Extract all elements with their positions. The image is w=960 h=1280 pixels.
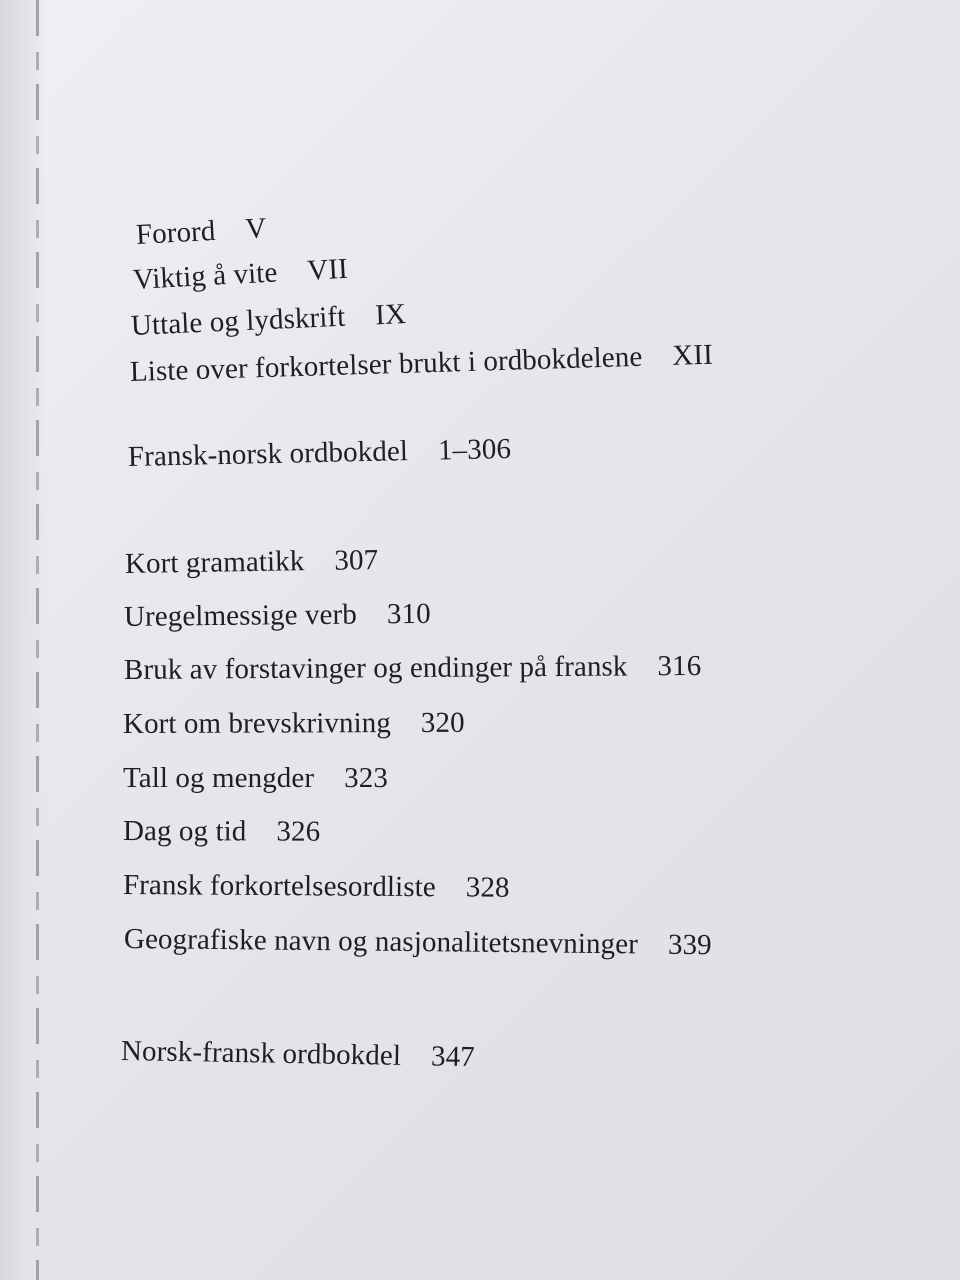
toc-entry <box>130 298 407 343</box>
toc-entry-page: 310 <box>386 597 431 631</box>
toc-entry-title: Liste over forkortelser brukt i ordbokdelene <box>129 340 643 388</box>
toc-entry-page: XII <box>671 338 714 372</box>
toc-entry-title: Forord <box>135 214 217 251</box>
toc-entry-page: 1–306 <box>437 432 512 467</box>
toc-entry-page: IX <box>374 298 407 332</box>
toc-entry <box>128 433 512 474</box>
toc-entry-title: Norsk-fransk ordbokdel <box>120 1035 402 1072</box>
toc-entry-page: 328 <box>465 871 510 904</box>
toc-entry <box>124 650 702 687</box>
toc-entry <box>123 707 465 741</box>
toc-entry-title: Kort gramatikk <box>124 545 305 580</box>
toc-entry <box>123 762 388 795</box>
toc-entry-title: Dag og tid <box>122 815 247 848</box>
toc-entry-title: Bruk av forstavinger og endinger på fransk <box>123 650 628 686</box>
toc-entry-page: 347 <box>430 1040 476 1074</box>
toc-entry-page: 307 <box>334 544 379 577</box>
toc-entry <box>123 815 320 849</box>
toc-entry-page: 320 <box>420 706 465 739</box>
toc-entry-title: Uregelmessige verb <box>123 598 358 633</box>
toc-entry-title: Geografiske navn og nasjonalitetsnevninger <box>123 923 639 961</box>
toc-entry-title: Kort om brevskrivning <box>122 707 391 740</box>
toc-entry-page: VII <box>306 252 349 287</box>
toc-entry-title: Viktig å vite <box>132 256 279 296</box>
toc-entry <box>121 1035 475 1074</box>
toc-entry-title: Tall og mengder <box>123 762 315 794</box>
toc-entry-page: 316 <box>657 649 702 683</box>
toc-entry-page: 323 <box>344 762 388 794</box>
toc-entry <box>123 869 510 905</box>
toc-entry <box>124 598 431 634</box>
toc-entry-title: Fransk forkortelsesordliste <box>122 869 436 904</box>
toc-entry <box>125 544 379 581</box>
toc-entry-page: V <box>244 212 268 246</box>
toc-entry <box>124 923 712 962</box>
toc-entry <box>135 212 267 252</box>
toc-entry-title: Uttale og lydskrift <box>130 300 347 342</box>
toc-entry-page: 339 <box>667 928 712 962</box>
toc-entry <box>130 339 714 389</box>
toc-entry-title: Fransk-norsk ordbokdel <box>127 435 409 473</box>
toc-entry <box>132 253 349 297</box>
toc-entry-page: 326 <box>276 815 321 848</box>
